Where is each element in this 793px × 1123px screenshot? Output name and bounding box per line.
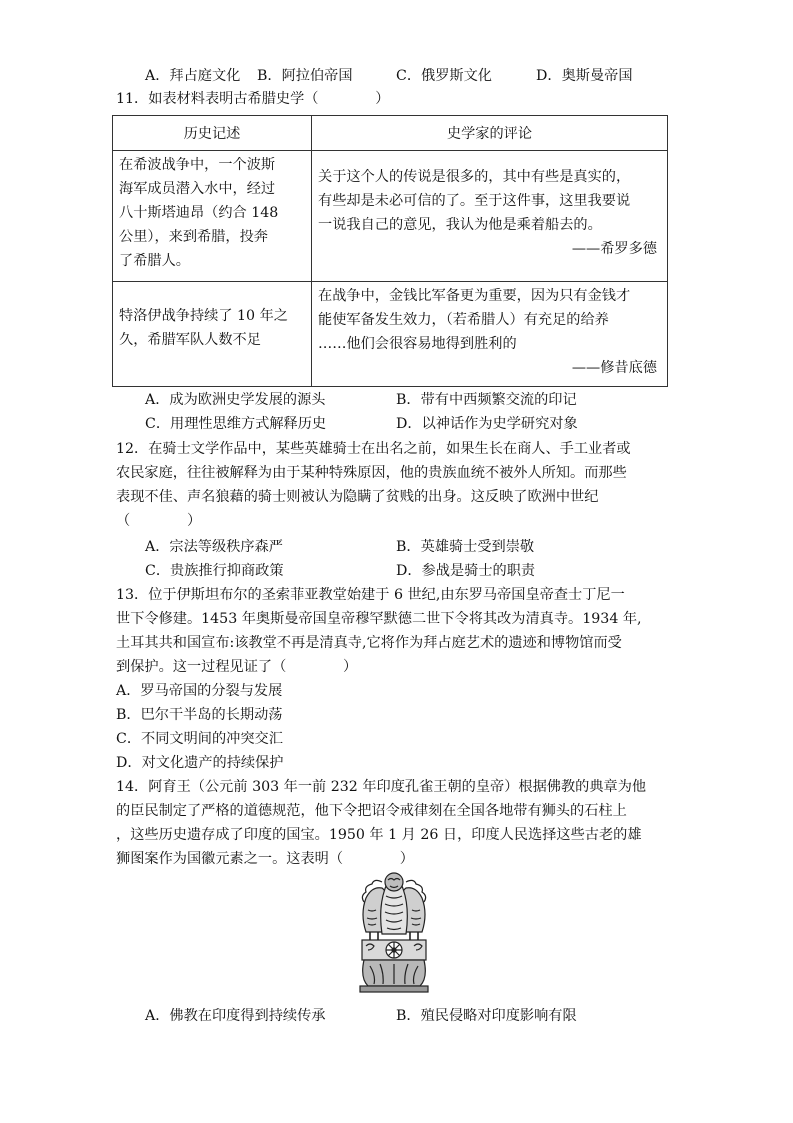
q12-option-b: B．英雄骑士受到崇敬 xyxy=(396,539,535,555)
q11-option-c: C．用理性思维方式解释历史 xyxy=(145,416,327,432)
q13-option-a: A．罗马帝国的分裂与发展 xyxy=(116,683,283,699)
q11-source-table xyxy=(112,115,668,387)
q12-option-a: A．宗法等级秩序森严 xyxy=(145,539,283,555)
table-row xyxy=(113,151,668,282)
q14-stem-line: 狮图案作为国徽元素之一。这表明（ ） xyxy=(116,851,414,867)
q10-option-a: A．拜占庭文化 xyxy=(145,68,241,84)
record-cell xyxy=(113,282,311,356)
q13-stem-line: 土耳其共和国宣布:该教堂不再是清真寺,它将作为拜占庭艺术的遗迹和博物馆而受 xyxy=(116,635,622,651)
q11-option-b: B．带有中西频繁交流的印记 xyxy=(396,392,577,408)
record-cell xyxy=(113,151,311,277)
q13-stem-line: 13．位于伊斯坦布尔的圣索菲亚教堂始建于 6 世纪,由东罗马帝国皇帝查士丁尼一 xyxy=(116,587,625,603)
q10-option-c: C．俄罗斯文化 xyxy=(396,68,492,84)
q10-option-b: B．阿拉伯帝国 xyxy=(257,68,353,84)
q10-option-d: D．奥斯曼帝国 xyxy=(536,68,633,84)
table-header-comment: 史学家的评论 xyxy=(312,116,668,151)
comment-line: 有些却是未必可信的了。至于这件事，这里我要说 xyxy=(318,193,631,209)
q14-stem-line: 14．阿育王（公元前 303 年一前 232 年印度孔雀王朝的皇帝）根据佛教的典章为他 xyxy=(116,779,647,795)
record-line: 在希波战争中，一个波斯 xyxy=(119,157,276,173)
q12-stem-line: （ ） xyxy=(116,513,202,529)
comment-attribution: ——希罗多德 xyxy=(571,241,657,257)
table-header-record: 历史记述 xyxy=(113,116,312,151)
record-line: 海军成员潜入水中，经过 xyxy=(119,181,276,197)
comment-attribution: ——修昔底德 xyxy=(571,360,657,376)
comment-line: ……他们会很容易地得到胜利的 xyxy=(318,336,517,352)
comment-cell xyxy=(312,282,667,384)
comment-cell xyxy=(312,151,667,265)
comment-line: 在战争中，金钱比军备更为重要，因为只有金钱才 xyxy=(318,288,631,304)
q14-option-b: B．殖民侵略对印度影响有限 xyxy=(396,1008,577,1024)
record-line: 久，希腊军队人数不足 xyxy=(119,332,261,348)
q12-option-d: D．参战是骑士的职责 xyxy=(396,563,536,579)
q13-option-c: C．不同文明间的冲突交汇 xyxy=(116,731,283,747)
q14-option-a: A．佛教在印度得到持续传承 xyxy=(145,1008,326,1024)
q13-stem-line: 世下令修建。1453 年奥斯曼帝国皇帝穆罕默德二世下令将其改为清真寺。1934 年, xyxy=(116,611,642,627)
record-line: 特洛伊战争持续了 10 年之 xyxy=(119,308,288,324)
record-line: 了希腊人。 xyxy=(119,253,190,269)
q13-option-b: B．巴尔干半岛的长期动荡 xyxy=(116,707,283,723)
q13-option-d: D．对文化遗产的持续保护 xyxy=(116,755,284,771)
q12-stem-line: 农民家庭，往往被解释为由于某种特殊原因，他的贵族血统不被外人所知。而那些 xyxy=(116,465,627,481)
q14-stem-line: ，这些历史遗存成了印度的国宝。1950 年 1 月 26 日，印度人民选择这些古老的雄 xyxy=(116,827,642,843)
q11-option-d: D．以神话作为史学研究对象 xyxy=(396,416,578,432)
record-line: 公里），来到希腊，投奔 xyxy=(119,229,268,245)
q11-option-a: A．成为欧洲史学发展的源头 xyxy=(145,392,326,408)
comment-line: 关于这个人的传说是很多的，其中有些是真实的， xyxy=(318,169,631,185)
q13-stem-line: 到保护。这一过程见证了（ ） xyxy=(116,659,358,675)
q12-option-c: C．贵族推行抑商政策 xyxy=(145,563,284,579)
q12-stem-line: 12．在骑士文学作品中，某些英雄骑士在出名之前，如果生长在商人、手工业者或 xyxy=(116,441,631,457)
q12-stem-line: 表现不佳、声名狼藉的骑士则被认为隐瞒了贫贱的出身。这反映了欧洲中世纪 xyxy=(116,489,599,505)
q14-stem-line: 的臣民制定了严格的道德规范，他下令把诏令戒律刻在全国各地带有狮头的石柱上 xyxy=(116,803,627,819)
lion-capital-emblem-image xyxy=(352,862,436,994)
table-row xyxy=(113,282,668,387)
record-line: 八十斯塔迪昂（约合 148 xyxy=(119,205,279,221)
comment-line: 一说我自己的意见，我认为他是乘着船去的。 xyxy=(318,217,602,233)
q11-stem: 11．如表材料表明古希腊史学（ ） xyxy=(116,91,390,107)
comment-line: 能使军备发生效力，（若希腊人）有充足的给养 xyxy=(318,312,609,328)
